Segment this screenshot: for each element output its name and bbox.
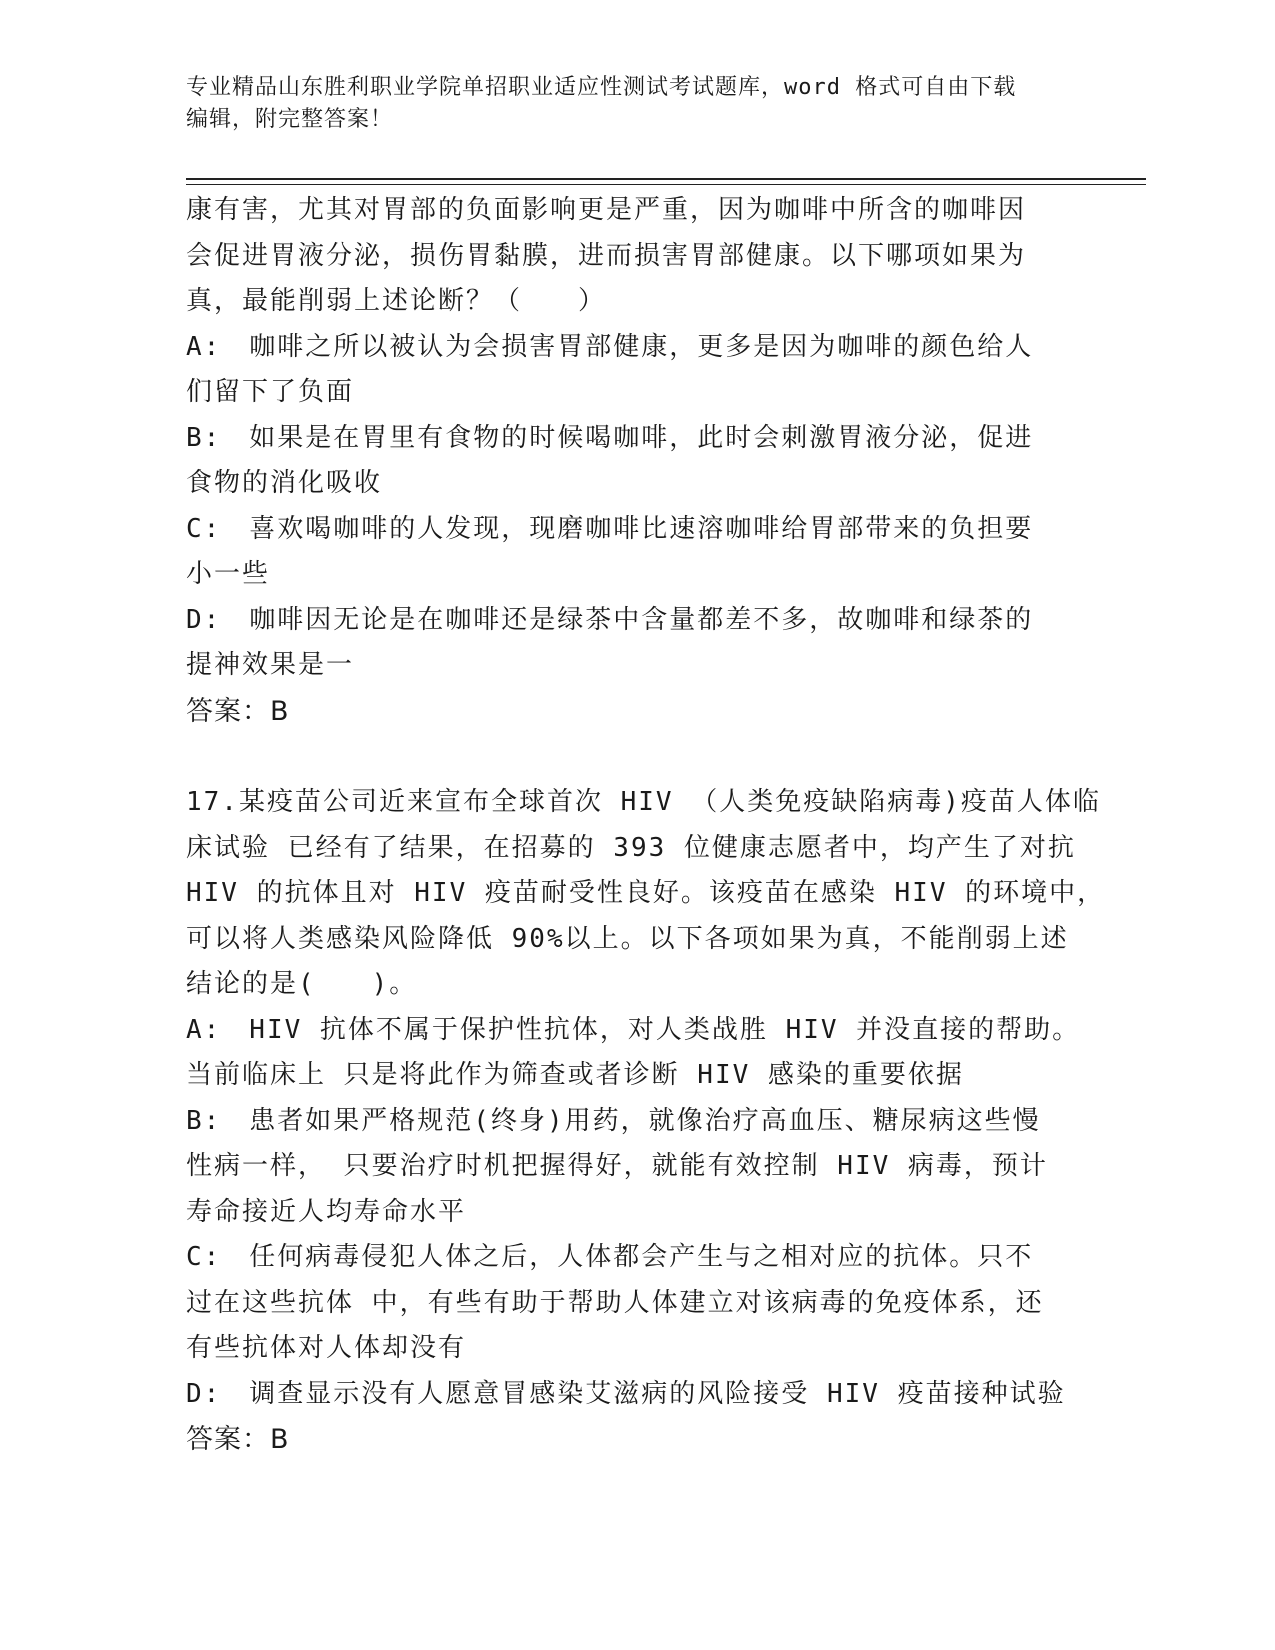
header-rule-thin bbox=[186, 184, 1146, 185]
option-line: 们留下了负面 bbox=[186, 377, 355, 407]
answer-line: 答案：B bbox=[186, 1424, 290, 1455]
page-content bbox=[186, 188, 1106, 1463]
option-line: D: 调查显示没有人愿意冒感染艾滋病的风险接受 HIV 疫苗接种试验 bbox=[186, 1378, 1066, 1409]
header-line: 编辑，附完整答案！ bbox=[186, 107, 394, 132]
header-line: 专业精品山东胜利职业学院单招职业适应性测试考试题库，word 格式可自由下载 bbox=[186, 75, 1017, 100]
option-d bbox=[186, 598, 1086, 689]
header-rule bbox=[186, 178, 1146, 180]
option-line: B: 如果是在胃里有食物的时候喝咖啡，此时会刺激胃液分泌，促进 bbox=[186, 422, 1034, 453]
option-line: A: 咖啡之所以被认为会损害胃部健康，更多是因为咖啡的颜色给人 bbox=[186, 331, 1034, 362]
question-stem-line: HIV 的抗体且对 HIV 疫苗耐受性良好。该疫苗在感染 HIV 的环境中， bbox=[186, 878, 1106, 908]
question-stem-line: 17.某疫苗公司近来宣布全球首次 HIV （人类免疫缺陷病毒)疫苗人体临 bbox=[186, 787, 1101, 817]
question-17 bbox=[186, 780, 1106, 1463]
option-line: B: 患者如果严格规范(终身)用药，就像治疗高血压、糖尿病这些慢 bbox=[186, 1105, 1041, 1136]
question-stem-line: 会促进胃液分泌，损伤胃黏膜，进而损害胃部健康。以下哪项如果为 bbox=[186, 240, 1027, 271]
option-a bbox=[186, 325, 1086, 416]
option-line: A: HIV 抗体不属于保护性抗体，对人类战胜 HIV 并没直接的帮助。 bbox=[186, 1014, 1081, 1045]
option-line: 过在这些抗体 中，有些有助于帮助人体建立对该病毒的免疫体系，还 bbox=[186, 1287, 1044, 1318]
option-b bbox=[186, 416, 1086, 507]
option-line: 提神效果是一 bbox=[186, 650, 355, 680]
question-stem-line: 床试验 已经有了结果，在招募的 393 位健康志愿者中，均产生了对抗 bbox=[186, 832, 1076, 863]
question-stem-line: 结论的是( )。 bbox=[186, 969, 418, 999]
option-a bbox=[186, 1008, 1086, 1099]
question-stem-line: 康有害，尤其对胃部的负面影响更是严重，因为咖啡中所含的咖啡因 bbox=[186, 195, 1027, 225]
option-b bbox=[186, 1099, 1086, 1236]
option-line: 有些抗体对人体却没有 bbox=[186, 1333, 467, 1363]
option-line: 食物的消化吸收 bbox=[186, 468, 383, 498]
question-stem-line: 真，最能削弱上述论断？（ ） bbox=[186, 286, 607, 316]
option-line: 小一些 bbox=[186, 559, 271, 589]
option-line: 寿命接近人均寿命水平 bbox=[186, 1196, 467, 1227]
option-line: 性病一样， 只要治疗时机把握得好，就能有效控制 HIV 病毒，预计 bbox=[186, 1151, 1048, 1181]
option-line: C: 任何病毒侵犯人体之后，人体都会产生与之相对应的抗体。只不 bbox=[186, 1242, 1034, 1272]
option-line: 当前临床上 只是将此作为筛查或者诊断 HIV 感染的重要依据 bbox=[186, 1060, 964, 1090]
option-line: D: 咖啡因无论是在咖啡还是绿茶中含量都差不多，故咖啡和绿茶的 bbox=[186, 604, 1034, 635]
option-c bbox=[186, 507, 1086, 598]
option-line: C: 喜欢喝咖啡的人发现，现磨咖啡比速溶咖啡给胃部带来的负担要 bbox=[186, 513, 1034, 544]
option-d bbox=[186, 1372, 1086, 1418]
answer-line: 答案：B bbox=[186, 695, 290, 727]
question-16 bbox=[186, 188, 1086, 734]
question-stem-line: 可以将人类感染风险降低 90%以上。以下各项如果为真，不能削弱上述 bbox=[186, 923, 1069, 954]
option-c bbox=[186, 1235, 1086, 1372]
document-header bbox=[186, 72, 1066, 136]
question-spacer bbox=[186, 734, 1086, 780]
